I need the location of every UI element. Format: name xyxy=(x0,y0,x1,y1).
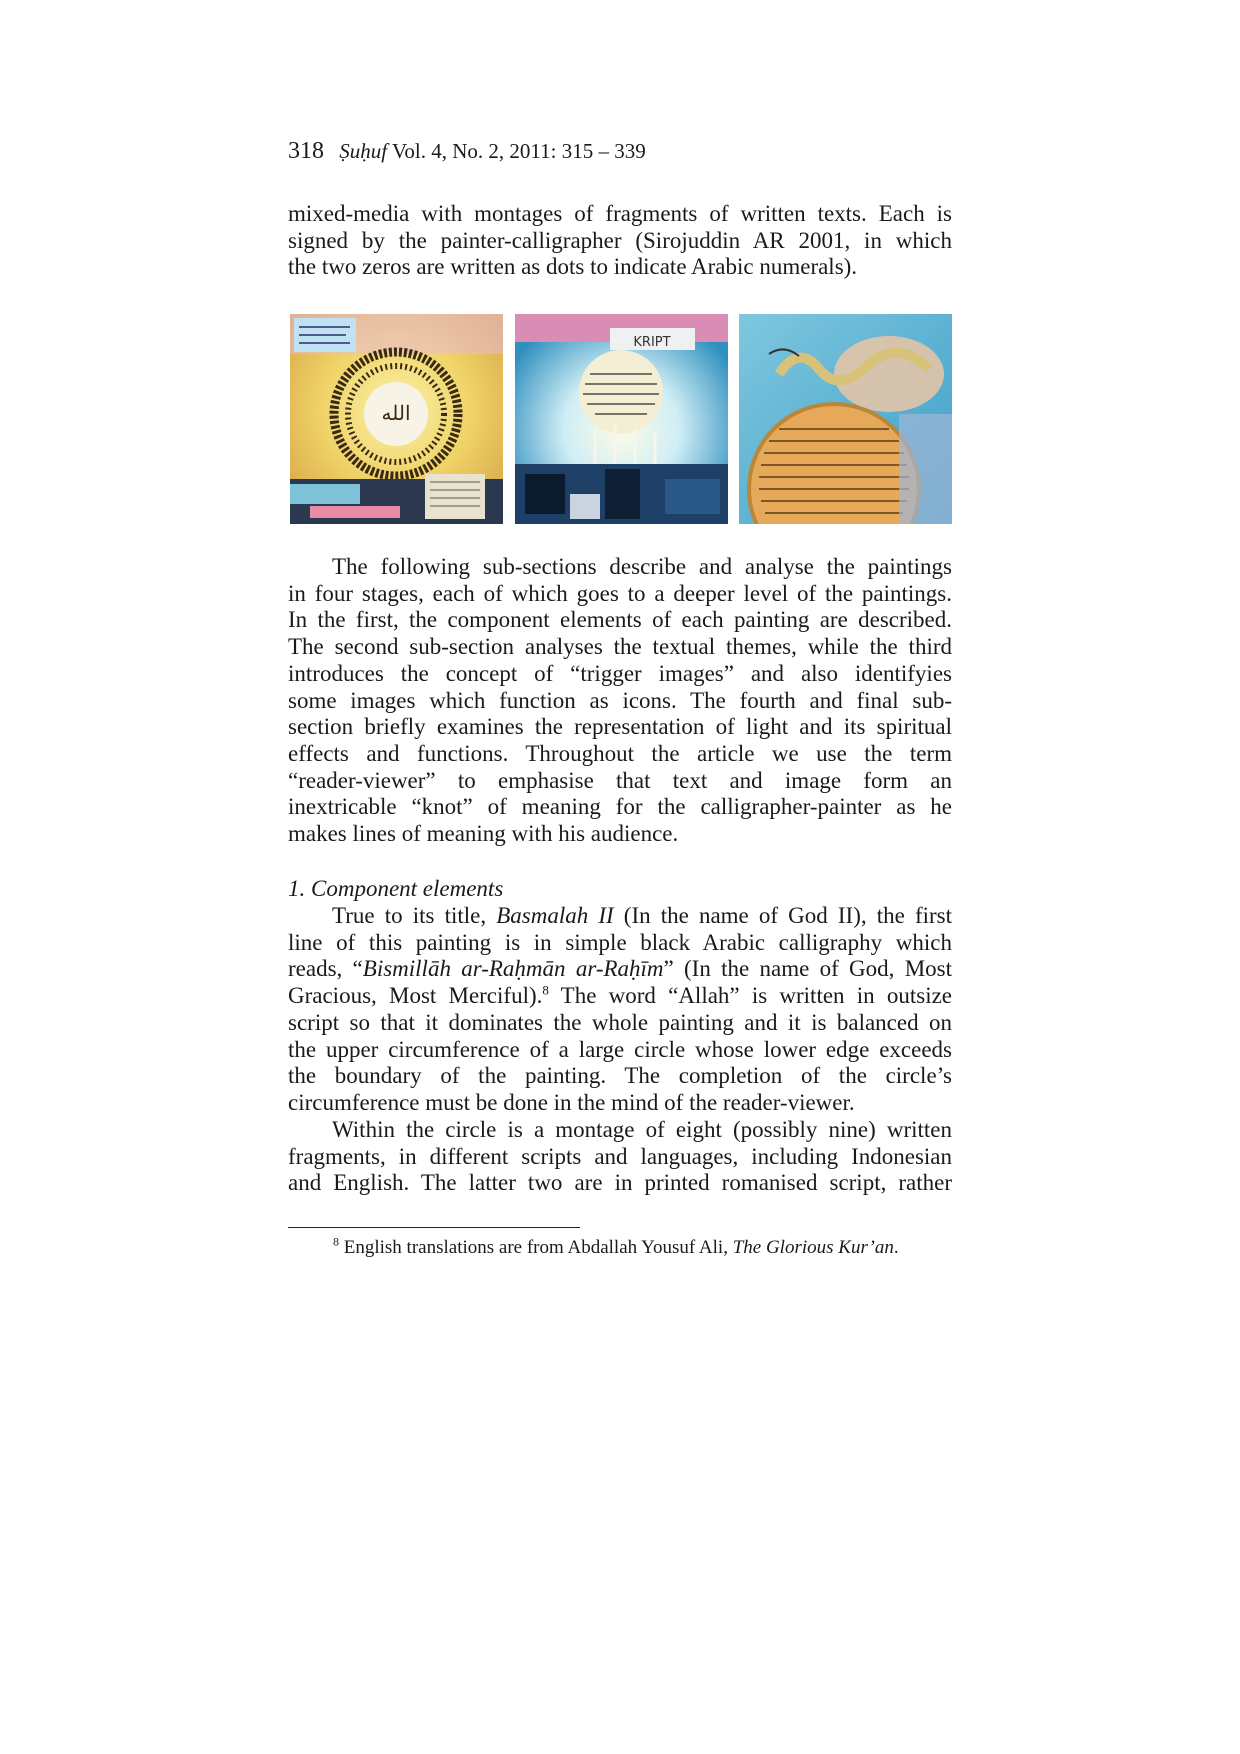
cited-work: The Glorious Kur’an xyxy=(732,1237,894,1258)
body-paragraph-stages xyxy=(288,554,952,848)
painting-basmalah-three xyxy=(739,314,952,524)
running-head xyxy=(288,138,646,165)
section-heading: 1. Component elements xyxy=(288,876,504,901)
svg-text:الله: الله xyxy=(381,401,411,425)
text-line: circumference must be done in the mind of the reader-viewer. xyxy=(288,1089,855,1115)
footnote: $^8$ English translations are from Abdallah Yousuf Ali, The Glorious Kur’an. xyxy=(333,1234,899,1258)
text-line: the two zeros are written as dots to indicate Arabic numerals). xyxy=(288,254,858,280)
journal-citation: Vol. 4, No. 2, 2011: 315 – 339 xyxy=(391,139,646,163)
footnote-rule xyxy=(288,1227,580,1228)
body-paragraph-montage xyxy=(288,1117,952,1197)
page-number: 318 xyxy=(288,138,324,164)
text-line: some images which function as icons. The fourth and final sub- xyxy=(288,687,952,713)
text-line: script so that it dominates the whole painting and it is balanced on xyxy=(288,1009,952,1035)
text-line: The following sub-sections describe and analyse the paintings xyxy=(332,554,952,579)
text-line: the upper circumference of a large circle whose lower edge exceeds xyxy=(288,1036,952,1062)
intro-paragraph xyxy=(288,201,952,281)
transliteration: Bismillāh ar-Raḥmān ar-Raḥīm xyxy=(362,956,664,982)
text-line: True to its title, Basmalah II (In the name of God II), the first xyxy=(332,903,952,928)
text-line: In the first, the component elements of each painting are described. xyxy=(288,607,952,633)
footnote-marker: 8 xyxy=(333,1234,339,1249)
text-line: and English. The latter two are in printed romanised script, rather xyxy=(288,1170,952,1196)
text-line: inextricable “knot” of meaning for the calligrapher-painter as he xyxy=(288,794,952,820)
text-line: introduces the concept of “trigger images” and also identifyies xyxy=(288,660,952,686)
text-line: the boundary of the painting. The completion of the circle’s xyxy=(288,1063,952,1089)
painting-basmalah-two xyxy=(515,314,728,524)
text-line: makes lines of meaning with his audience. xyxy=(288,821,679,847)
journal-name: Ṣuḥuf xyxy=(339,139,388,163)
text-line: effects and functions. Throughout the article we use the term xyxy=(288,740,952,766)
painting-title: Basmalah II xyxy=(496,903,614,928)
text-line: Within the circle is a montage of eight (possibly nine) written xyxy=(332,1117,952,1142)
svg-text:KRIPT: KRIPT xyxy=(632,335,671,350)
text-line: signed by the painter-calligrapher (Sirojuddin AR 2001, in which xyxy=(288,227,952,253)
text-line: section briefly examines the representation of light and its spiritual xyxy=(288,714,952,740)
footnote-reference[interactable]: 8 xyxy=(542,982,549,998)
text-line: The second sub-section analyses the textual themes, while the third xyxy=(288,634,952,660)
text-line: fragments, in different scripts and languages, including Indonesian xyxy=(288,1143,952,1169)
body-paragraph-component-elements xyxy=(288,903,952,1117)
text-line: “reader-viewer” to emphasise that text and image form an xyxy=(288,767,952,793)
text-line: Gracious, Most Merciful).$^8$ The word “Allah” is written in outsize xyxy=(288,982,952,1009)
painting-basmalah-one xyxy=(290,314,503,524)
text-line: line of this painting is in simple black Arabic calligraphy which xyxy=(288,929,952,955)
text-line: reads, “Bismillāh ar-Raḥmān ar-Raḥīm” (In the name of God, Most xyxy=(288,956,952,982)
text-line: mixed-media with montages of fragments of written texts. Each is xyxy=(288,201,952,226)
text-line: in four stages, each of which goes to a deeper level of the paintings. xyxy=(288,580,952,606)
paintings-figure xyxy=(290,314,952,524)
